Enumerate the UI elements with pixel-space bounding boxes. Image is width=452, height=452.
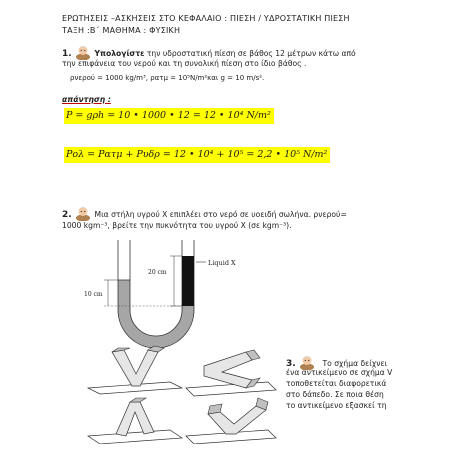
question-2 xyxy=(62,205,432,221)
header-line-1: ΕΡΩΤΗΣΕΙΣ –ΑΣΚΗΣΕΙΣ ΣΤΟ ΚΕΦΑΛΑΙΟ : ΠΙΕΣΗ / ΥΔΡΟΣΤΑΤΙΚΗ ΠΙΕΣΗ xyxy=(62,14,350,23)
question-3-line-4: στο δάπεδο. Σε ποια θέση xyxy=(286,390,384,399)
v-object-position-2 xyxy=(186,350,276,396)
question-3-line-1: Το σχήμα δείχνει xyxy=(322,359,388,368)
liquid-x-column xyxy=(182,256,194,306)
question-1-lead: Υπολογίστε xyxy=(94,49,145,58)
question-3-line-5: το αντικείμενο εξασκεί τη xyxy=(286,401,387,410)
equation-hydrostatic: P = gρh = 10 • 1000 • 12 = 12 • 10⁴ N/m² xyxy=(64,108,274,124)
question-2-text-1: Μια στήλη υγρού Χ επιπλέει στο νερό σε υοειδή σωλήνα. ρνερού= xyxy=(94,210,347,219)
liquid-x-label: Liquid X xyxy=(208,259,236,267)
question-3-number: 3. xyxy=(286,359,296,369)
v-object-position-3 xyxy=(88,398,182,444)
question-3-line-3: τοποθετείται διαφορετικά xyxy=(286,379,387,388)
v-shape-objects-figure xyxy=(86,344,278,444)
teacher-avatar-icon xyxy=(74,205,92,221)
u-tube-figure xyxy=(78,240,298,350)
question-1-text-2: την επιφάνεια του νερού και τη συνολική πίεση στο ίδιο βάθος . xyxy=(62,59,307,68)
question-1-given xyxy=(70,72,264,84)
dimension-20cm: 20 cm xyxy=(148,269,167,276)
question-2-number: 2. xyxy=(62,210,72,220)
v-object-position-1 xyxy=(88,346,182,394)
given-values: ρνερού = 1000 kg/m³, ρατμ = 10⁵N/m²και g = 10 m/s². xyxy=(70,74,265,82)
dimension-10cm: 10 cm xyxy=(84,291,103,298)
question-3-line-2: ένα αντικείμενο σε σχήμα V xyxy=(286,368,393,377)
question-1-text-1: την υδροστατική πίεση σε βάθος 12 μέτρων κάτω από xyxy=(144,49,356,58)
v-object-position-4 xyxy=(186,398,276,444)
answer-label: απάντηση : xyxy=(62,95,111,104)
question-2-text-2: 1000 kgm⁻³, βρείτε την πυκνότητα του υγρού Χ (σε kgm⁻³). xyxy=(62,221,292,230)
question-1-number: 1. xyxy=(62,49,72,59)
u-tube-left-arm xyxy=(118,240,130,280)
equation-total-pressure: Pολ = Pατμ + Pυδρ = 12 • 10⁴ + 10⁵ = 2,2 • 10⁵ N/m² xyxy=(64,147,330,163)
header-line-2: ΤΑΞΗ :Β΄ ΜΑΘΗΜΑ : ΦΥΣΙΚΗ xyxy=(62,26,181,35)
